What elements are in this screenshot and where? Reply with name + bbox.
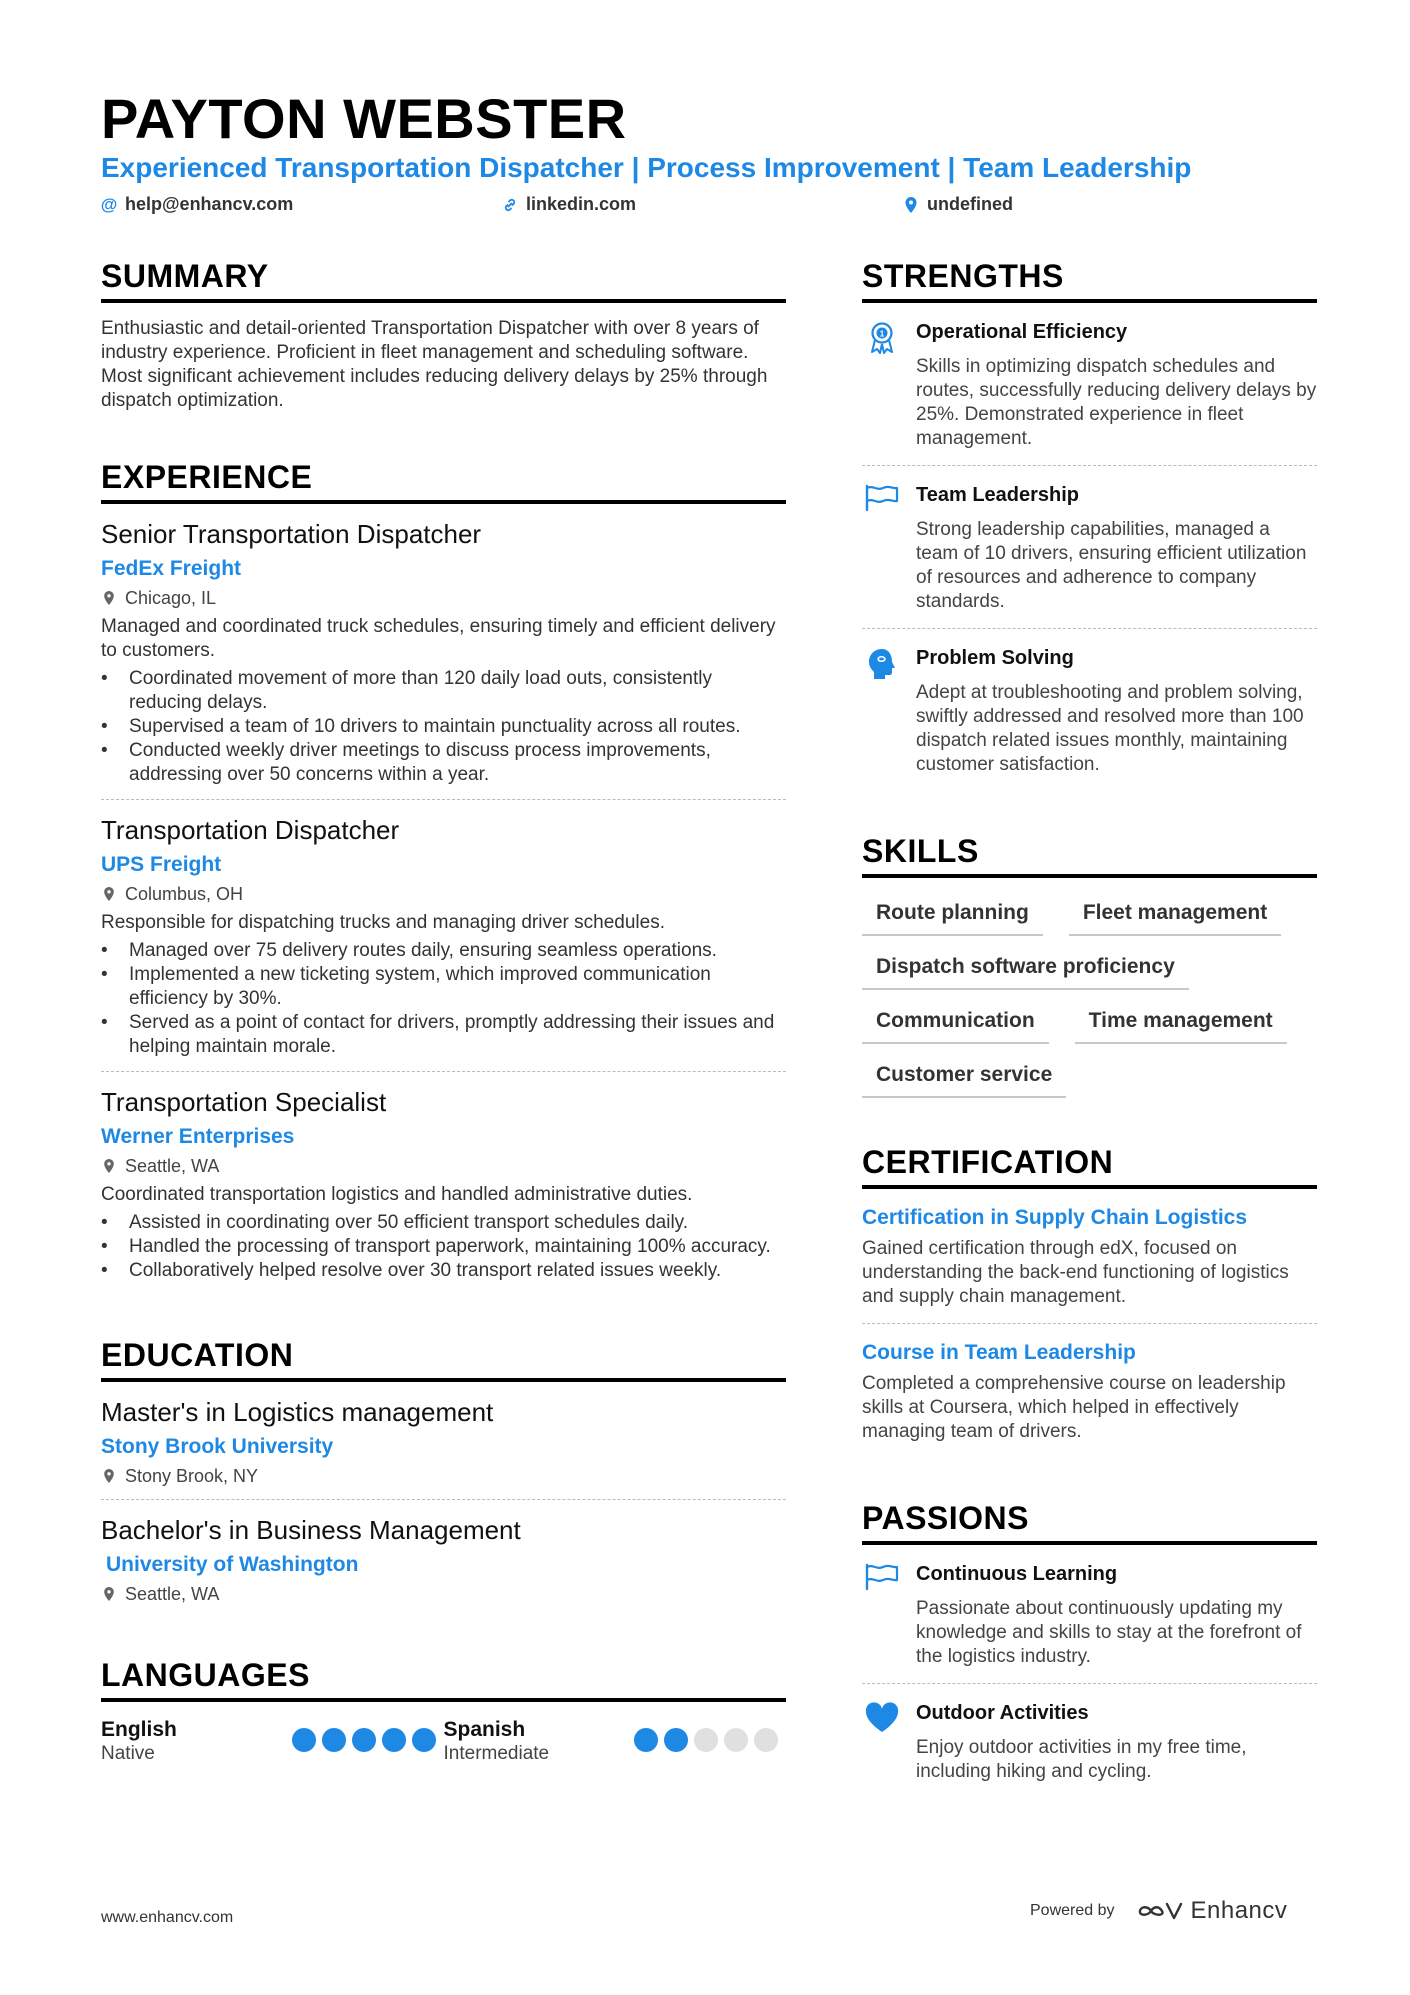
strengths-text: Skills in optimizing dispatch schedules and routes, successfully reducing delivery delays by 25%. Demonstrated experience in fleet management. (916, 356, 1317, 449)
passions-body (916, 1700, 1317, 1784)
school-location-text: Seattle, WA (125, 1584, 220, 1604)
strengths-body (916, 645, 1317, 777)
job-description: Responsible for dispatching trucks and managing driver schedules. (101, 912, 665, 933)
section-title-education: EDUCATION (101, 1337, 786, 1382)
strengths-text: Strong leadership capabilities, managed a team of 10 drivers, ensuring efficient utilization of resources and adherence to company standards. (916, 519, 1307, 612)
bullet-item: • Coordinated movement of more than 120 daily load outs, consistently reducing delays. (101, 667, 786, 715)
education-item (101, 1382, 786, 1500)
passions-item (862, 1545, 1317, 1684)
strengths-text: Adept at troubleshooting and problem solving, swiftly addressed and resolved more than 100 dispatch related issues monthly, maintaining customer satisfaction. (916, 682, 1304, 775)
location-text: undefined (927, 194, 1013, 214)
passions-section (862, 1500, 1317, 1798)
certification-text: Completed a comprehensive course on leadership skills at Coursera, which helped in effectively managing team of drivers. (862, 1373, 1286, 1442)
rating-dot (724, 1728, 748, 1752)
bullet-item: • Managed over 75 delivery routes daily, ensuring seamless operations. (101, 939, 786, 963)
powered-by-text: Powered by (1030, 1902, 1115, 1919)
bullet-item: • Implemented a new ticketing system, which improved communication efficiency by 30%. (101, 963, 786, 1011)
job-bullets (101, 667, 786, 787)
rating-dot (754, 1728, 778, 1752)
linkedin-text: linkedin.com (526, 194, 637, 214)
certification-text: Gained certification through edX, focused on understanding the back-end functioning of logistics and supply chain management. (862, 1238, 1289, 1307)
job-description: Managed and coordinated truck schedules, ensuring timely and efficient delivery to customers. (101, 616, 776, 661)
section-title-summary: SUMMARY (101, 258, 786, 303)
certification-list (862, 1189, 1317, 1458)
at-icon: @ (100, 194, 118, 214)
candidate-name: PAYTON WEBSTER (101, 87, 627, 150)
job-location (101, 587, 786, 609)
strengths-item (862, 303, 1317, 466)
flag-icon (862, 482, 902, 614)
language-rating (634, 1728, 778, 1752)
summary-section (101, 258, 786, 413)
company-name[interactable]: Werner Enterprises (101, 1125, 295, 1148)
rating-dot (292, 1728, 316, 1752)
education-item (101, 1500, 786, 1617)
rating-dot (382, 1728, 406, 1752)
language-info (444, 1718, 550, 1766)
job-location (101, 1155, 786, 1177)
section-title-skills: SKILLS (862, 833, 1317, 878)
job-location (101, 883, 786, 905)
languages-section (101, 1657, 786, 1766)
location-pin-icon (903, 196, 919, 214)
skill-tag: Communication (862, 1004, 1049, 1044)
rating-dot (634, 1728, 658, 1752)
language-info (101, 1718, 177, 1766)
skills-list (862, 896, 1317, 1098)
language-rating (292, 1728, 436, 1752)
heart-icon (862, 1700, 902, 1784)
rating-dot (412, 1728, 436, 1752)
location-pin-icon (101, 1586, 117, 1602)
languages-list (101, 1718, 786, 1766)
headline: Experienced Transportation Dispatcher | Process Improvement | Team Leadership (101, 152, 1192, 183)
degree-title: Master's in Logistics management (101, 1397, 494, 1427)
strengths-section (862, 258, 1317, 791)
left-column (101, 258, 786, 1766)
right-column (862, 258, 1317, 1798)
section-title-languages: LANGUAGES (101, 1657, 786, 1702)
strengths-item (862, 629, 1317, 791)
certification-item (862, 1324, 1317, 1458)
job-location-text: Chicago, IL (125, 588, 217, 608)
section-title-strengths: STRENGTHS (862, 258, 1317, 303)
degree-title: Bachelor's in Business Management (101, 1515, 521, 1545)
experience-item (101, 504, 786, 800)
school-location (101, 1465, 786, 1487)
strengths-title: Team Leadership (916, 484, 1080, 506)
strengths-title: Problem Solving (916, 647, 1074, 669)
skill-tag: Fleet management (1069, 896, 1281, 936)
passions-text: Passionate about continuously updating my knowledge and skills to stay at the forefront of the logistics industry. (916, 1598, 1302, 1667)
job-description: Coordinated transportation logistics and handled administrative duties. (101, 1184, 693, 1205)
location-pin-icon (101, 1158, 117, 1174)
certification-item (862, 1189, 1317, 1324)
school-location (101, 1583, 786, 1605)
language-level: Intermediate (443, 1743, 550, 1764)
language-item (444, 1718, 787, 1766)
head-profile-icon (862, 645, 902, 777)
strengths-body (916, 319, 1317, 451)
language-name: Spanish (443, 1718, 526, 1741)
job-bullets (101, 1211, 786, 1283)
strengths-item (862, 466, 1317, 629)
section-title-certification: CERTIFICATION (862, 1144, 1317, 1189)
strengths-list (862, 303, 1317, 791)
strengths-body (916, 482, 1317, 614)
passions-body (916, 1561, 1317, 1669)
bullet-item: • Served as a point of contact for drivers, promptly addressing their issues and helping maintain morale. (101, 1011, 786, 1059)
bullet-item: • Handled the processing of transport paperwork, maintaining 100% accuracy. (101, 1235, 786, 1259)
passions-text: Enjoy outdoor activities in my free time, including hiking and cycling. (916, 1737, 1247, 1782)
passions-list (862, 1545, 1317, 1798)
footer-branding (1030, 1897, 1287, 1925)
email-text: help@enhancv.com (125, 194, 294, 214)
job-location-text: Columbus, OH (125, 884, 244, 904)
company-name[interactable]: FedEx Freight (101, 557, 242, 580)
skill-tag: Dispatch software proficiency (862, 950, 1189, 990)
rating-dot (664, 1728, 688, 1752)
award-ribbon-icon (862, 319, 902, 451)
location-pin-icon (101, 886, 117, 902)
skills-section (862, 833, 1317, 1098)
section-title-passions: PASSIONS (862, 1500, 1317, 1545)
contact-email[interactable] (101, 194, 293, 215)
summary-text: Enthusiastic and detail-oriented Transportation Dispatcher with over 8 years of industry experience. Proficient in fleet management and scheduling software. Most significant achievement includes reducing delivery delays by 25% through dispatch optimization. (101, 318, 768, 411)
strengths-title: Operational Efficiency (916, 321, 1128, 343)
school-name[interactable]: Stony Brook University (101, 1435, 334, 1458)
location-pin-icon (101, 1468, 117, 1484)
enhancv-logo-mark-icon (1137, 1899, 1183, 1923)
skill-tag: Time management (1075, 1004, 1287, 1044)
section-title-experience: EXPERIENCE (101, 459, 786, 504)
skill-tag: Route planning (862, 896, 1043, 936)
school-name[interactable]: University of Washington (106, 1553, 359, 1576)
certification-section (862, 1144, 1317, 1458)
contact-location (903, 194, 1013, 215)
passions-item (862, 1684, 1317, 1798)
education-list (101, 1382, 786, 1617)
link-icon (502, 197, 518, 213)
certification-title[interactable]: Course in Team Leadership (862, 1341, 1136, 1364)
job-location-text: Seattle, WA (125, 1156, 220, 1176)
svg-text:1: 1 (879, 329, 885, 339)
footer-website[interactable]: www.enhancv.com (101, 1909, 234, 1926)
enhancv-logo[interactable] (1137, 1897, 1288, 1925)
skill-tag: Customer service (862, 1058, 1066, 1098)
bullet-item: • Assisted in coordinating over 50 efficient transport schedules daily. (101, 1211, 786, 1235)
job-title: Transportation Dispatcher (101, 815, 400, 845)
language-level: Native (101, 1743, 155, 1764)
passions-title: Continuous Learning (916, 1563, 1118, 1585)
contact-linkedin[interactable] (502, 194, 636, 215)
location-pin-icon (101, 590, 117, 606)
education-section (101, 1337, 786, 1617)
experience-item (101, 1072, 786, 1295)
rating-dot (694, 1728, 718, 1752)
flag-icon (862, 1561, 902, 1669)
experience-list (101, 504, 786, 1295)
experience-section (101, 459, 786, 1295)
experience-item (101, 800, 786, 1072)
school-location-text: Stony Brook, NY (125, 1466, 259, 1486)
rating-dot (322, 1728, 346, 1752)
company-name[interactable]: UPS Freight (101, 853, 222, 876)
bullet-item: • Collaboratively helped resolve over 30 transport related issues weekly. (101, 1259, 786, 1283)
language-item (101, 1718, 444, 1766)
bullet-item: • Supervised a team of 10 drivers to maintain punctuality across all routes. (101, 715, 786, 739)
bullet-item: • Conducted weekly driver meetings to discuss process improvements, addressing over 50 concerns within a year. (101, 739, 786, 787)
brand-name: Enhancv (1190, 1897, 1288, 1924)
job-bullets (101, 939, 786, 1059)
certification-title[interactable]: Certification in Supply Chain Logistics (862, 1206, 1248, 1229)
language-name: English (101, 1718, 177, 1741)
job-title: Senior Transportation Dispatcher (101, 519, 482, 549)
passions-title: Outdoor Activities (916, 1702, 1089, 1724)
job-title: Transportation Specialist (101, 1087, 387, 1117)
rating-dot (352, 1728, 376, 1752)
